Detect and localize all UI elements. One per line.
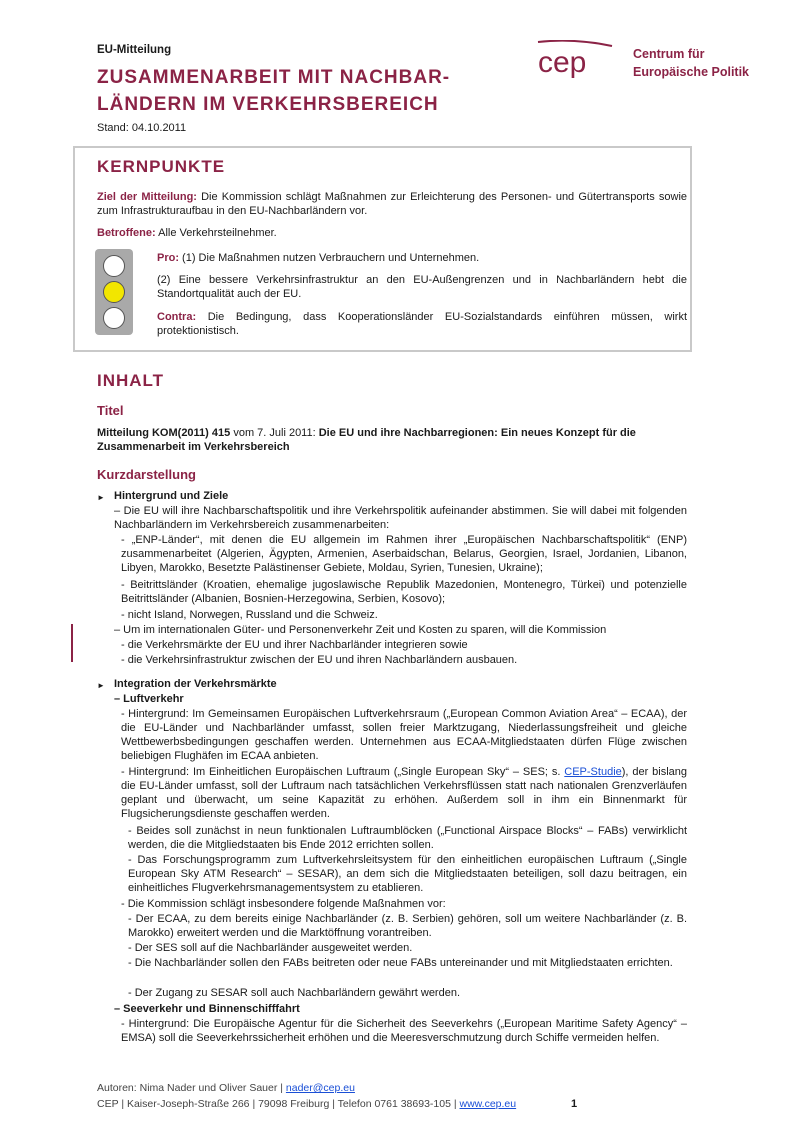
footer-address [97,1097,516,1111]
luft-paragraph-4: - Das Forschungsprogramm zum Luftverkehrsleitsystem für den einheitlichen europäischen Luftraum („Single European Sky ATM Research“ – SESAR), an dem sich die Mitgliedstaaten beteiligen, soll dazu beitragen, ein einheitliches Flugverkehrsmanagementsystem zu etablieren. [128,854,687,894]
traffic-light-middle-on [103,281,125,303]
document-type: EU-Mitteilung [97,44,172,56]
luft-paragraph-6: - Der ECAA, zu dem bereits einige Nachbarländer (z. B. Serbien) gehören, soll um weitere Nachbarländer (z. B. Marokko) erweitert werden und die Marktöffnung vorantreiben. [128,913,687,939]
luft-paragraph-2 [121,765,687,821]
traffic-light-bottom [103,307,125,329]
luft-paragraph-5: - Die Kommission schlägt insbesondere folgende Maßnahmen vor: [121,898,446,910]
titel-text [97,426,687,454]
titel-heading: Titel [97,403,124,418]
ziel-text: Die Kommission schlägt Maßnahmen zur Erleichterung des Personen- und Gütertransports sowie zum Infrastrukturaufbau in den EU-Nachbarländern vor. [97,191,687,217]
section-integration-heading: Integration der Verkehrsmärkte [114,678,277,690]
bullet-arrow-icon: ► [97,681,105,690]
luft-paragraph-3: - Beides soll zunächst in neun funktionalen Luftraumblöcken („Functional Airspace Blocks“ – FABs) verwirklicht werden, die die Mitgliedstaaten bis Ende 2012 errichten sollen. [128,825,687,851]
footer-address-text: CEP | Kaiser-Joseph-Straße 266 | 79098 Freiburg | Telefon 0761 38693-105 | [97,1098,460,1110]
see-paragraph-1: - Hintergrund: Die Europäische Agentur für die Sicherheit des Seeverkehrs („European Maritime Safety Agency“ – EMSA) soll die Seeverkehrssicherheit erhöhen und die Meeresverschmutzung durch Schiffe vermeiden helfen. [121,1018,687,1044]
section-hintergrund-heading: Hintergrund und Ziele [114,490,229,502]
luft-p2-start: - Hintergrund: Im Einheitlichen Europäischen Luftraum („Single European Sky“ – SES; s. [121,766,565,778]
pro-1-paragraph [157,251,687,265]
contra-label: Contra: [157,311,197,323]
title-line-2: LÄNDERN IM VERKEHRSBEREICH [97,94,439,115]
margin-change-bar [71,624,73,662]
cep-logo [536,40,776,90]
pro-2-paragraph: (2) Eine bessere Verkehrsinfrastruktur an den EU-Außengrenzen und in Nachbarländern hebt die Standortqualität auch der EU. [157,274,687,300]
luft-paragraph-7: - Der SES soll auf die Nachbarländer ausgeweitet werden. [128,942,413,954]
contra-paragraph [157,310,687,338]
betroffene-text: Alle Verkehrsteilnehmer. [155,227,277,239]
logo-name-line-1: Centrum für [633,47,705,61]
inhalt-title: INHALT [97,371,165,390]
ziel-label: Ziel der Mitteilung: [97,191,197,203]
pro-label: Pro: [157,252,179,264]
betroffene-paragraph [97,226,687,240]
s1-paragraph-1: – Die EU will ihre Nachbarschaftspolitik und ihre Verkehrspolitik aufeinander abstimmen. Sie will dabei mit folgenden Nachbarländern im Verkehrsbereich zusammenarbeiten: [114,505,687,531]
s1-paragraph-4: - nicht Island, Norwegen, Russland und die Schweiz. [121,609,378,621]
logo-name [633,45,749,81]
bullet-arrow-icon: ► [97,493,105,502]
s1-paragraph-3: - Beitrittsländer (Kroatien, ehemalige jugoslawische Republik Mazedonien, Montenegro, Türkei) und potenzielle Beitrittsländer (Albanien, Bosnien-Herzegowina, Serbien, Kosovo); [121,579,687,605]
email-link[interactable]: nader@cep.eu [285,1082,355,1094]
titel-date: vom 7. Juli 2011: [230,427,319,439]
s1-paragraph-5: – Um im internationalen Güter- und Personenverkehr Zeit und Kosten zu sparen, will die Kommission [114,624,607,636]
footer-authors-text: Autoren: Nima Nader und Oliver Sauer | [97,1082,286,1094]
luft-paragraph-1: - Hintergrund: Im Gemeinsamen Europäischen Luftverkehrsraum („European Common Aviation Area“ – ECAA), der die EU-Länder und Nachbarländer umfasst, sollen freier Marktzugang, Niederlassungsfreiheit und gleiche Wettbewerbsbedingungen geschaffen werden. Unternehmen aus ECAA-Mitgliedstaaten dürfen Flüge zwischen beliebigen Flughäfen im ECAA anbieten. [121,708,687,762]
title-line-1: ZUSAMMENARBEIT MIT NACHBAR- [97,67,451,88]
cep-studie-link[interactable]: CEP-Studie [564,766,622,778]
luftverkehr-heading: – Luftverkehr [114,693,184,705]
document-title [97,64,497,118]
titel-reference: Mitteilung KOM(2011) 415 [97,427,231,439]
logo-short-text: cep [538,46,587,79]
kurzdarstellung-heading: Kurzdarstellung [97,467,196,482]
traffic-light-top [103,255,125,277]
document-date: Stand: 04.10.2011 [97,122,187,134]
page-number: 1 [571,1098,578,1110]
s1-paragraph-2: - „ENP-Länder“, mit denen die EU allgemein im Rahmen ihrer „Europäischen Nachbarschaftspolitik“ (ENP) zusammenarbeitet (Algerien, Ägypten, Armenien, Aserbaidschan, Belarus, Georgien, Israel, Jordanien, Libanon, Libyen, Marokko, Besetzte Palästinenser Gebiete, Moldau, Syrien, Tunesien, Ukraine); [121,534,687,574]
logo-name-line-2: Europäische Politik [633,65,750,79]
s1-paragraph-6: - die Verkehrsmärkte der EU und ihrer Nachbarländer integrieren sowie [121,639,468,651]
seeverkehr-heading: – Seeverkehr und Binnenschifffahrt [114,1003,300,1015]
traffic-light-icon [95,249,133,335]
luft-paragraph-8: - Die Nachbarländer sollen den FABs beitreten oder neue FABs untereinander und mit Mitgliedstaaten errichten. [128,957,673,969]
luft-p2-end: ), der bislang die EU-Länder umfasst, soll der Luftraum nach tatsächlichen Verkehrsflüssen statt nach nationalen Grenzverläufen geplant und überwacht, um seine Kapazität zu erhöhen. Außerdem soll in ihm ein Binnenmarkt für Flugsicherungsdienste geschaffen werden. [121,766,687,820]
cep-logo-mark [536,40,616,86]
ziel-paragraph [97,190,687,218]
kernpunkte-title: KERNPUNKTE [97,157,226,176]
titel-name: Die EU und ihre Nachbarregionen: Ein neues Konzept für die Zusammenarbeit im Verkehrsbereich [97,427,636,453]
s1-paragraph-7: - die Verkehrsinfrastruktur zwischen der EU und ihren Nachbarländern ausbauen. [121,654,518,666]
betroffene-label: Betroffene: [97,227,156,239]
footer-authors [97,1081,355,1095]
website-link[interactable]: www.cep.eu [459,1098,517,1110]
contra-text: Die Bedingung, dass Kooperationsländer EU-Sozialstandards einführen müssen, wirkt protektionistisch. [157,311,687,337]
luft-paragraph-9: - Der Zugang zu SESAR soll auch Nachbarländern gewährt werden. [128,987,461,999]
pro-1-text: (1) Die Maßnahmen nutzen Verbrauchern und Unternehmen. [179,252,480,264]
